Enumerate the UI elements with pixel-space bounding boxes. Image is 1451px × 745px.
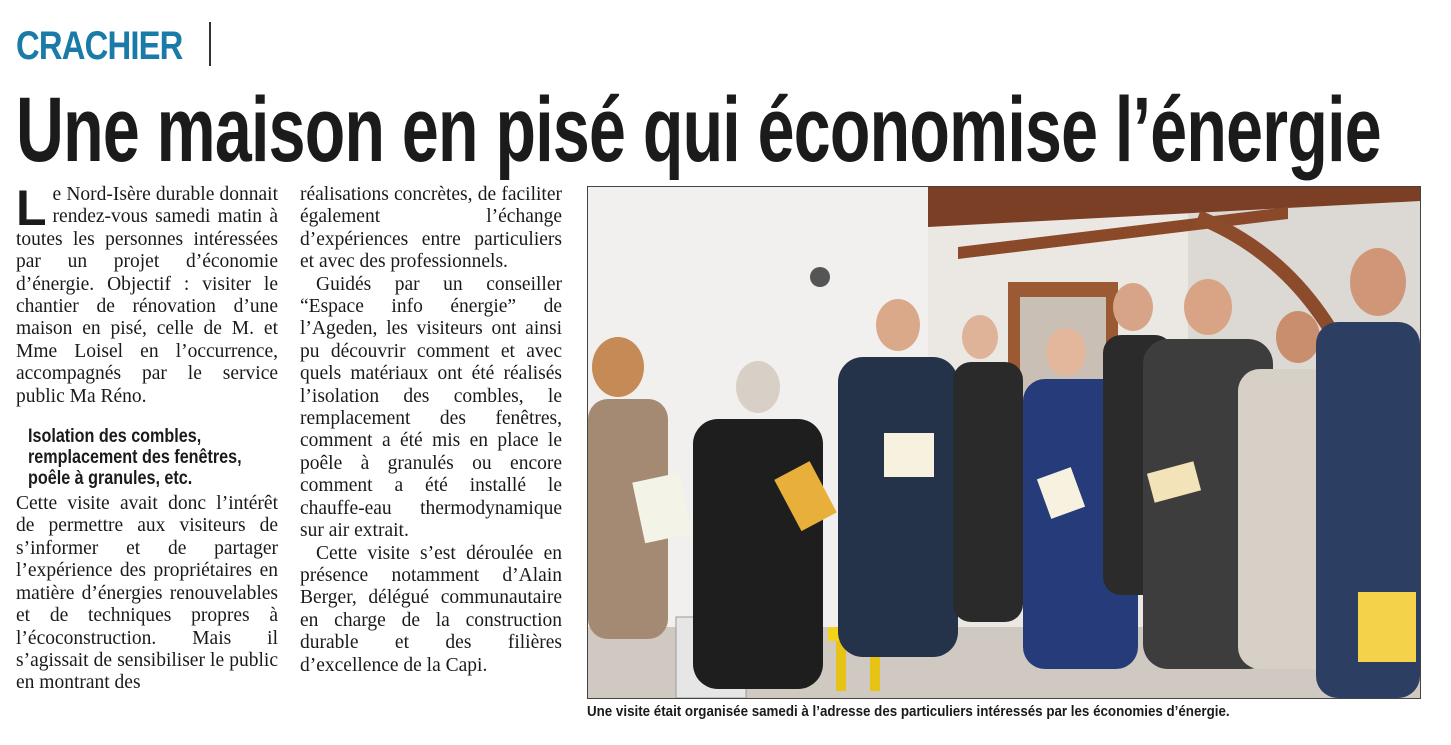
paragraph-visit: Cette visite avait donc l’intérêt de permettre aux visiteurs de s’informer et de partager l’expérience des propriétaires en matière d’énergies renouvelables et de techniques propres à l’écoconstruction. Mais il s’agissait de sensibiliser le public en montrant des bbox=[16, 493, 278, 694]
photo-caption: Une visite était organisée samedi à l’adresse des particuliers intéressés par les économies d’énergie. bbox=[587, 703, 1230, 720]
article-column-2 bbox=[300, 184, 562, 677]
paragraph-presence: Cette visite s’est déroulée en présence notamment d’Alain Berger, délégué communautaire en charge de la construction durable et des filières d’excellence de la Capi. bbox=[300, 542, 562, 676]
paragraph-continuation: réalisations concrètes, de faciliter également l’échange d’expériences entre particuliers et avec des professionnels. bbox=[300, 184, 562, 273]
article-photo bbox=[587, 186, 1421, 699]
section-kicker: CRACHIER bbox=[16, 24, 183, 68]
article-column-1 bbox=[16, 180, 278, 695]
kicker-divider bbox=[209, 22, 211, 66]
drop-cap: L bbox=[16, 180, 47, 236]
article-headline: Une maison en pisé qui économise l’énergie bbox=[16, 79, 1381, 181]
paragraph-guided: Guidés par un conseiller “Espace info énergie” de l’Ageden, les visiteurs ont ainsi pu découvrir comment et avec quels matériaux ont été réalisés l’isolation des combles, le remplacement des fenêtres, comment a été mis en place le poêle à granulés ou encore comment a été installé le chauffe-eau thermodynamique sur air extrait. bbox=[300, 273, 562, 542]
intro-text: e Nord-Isère durable donnait rendez-vous samedi matin à toutes les personnes intéressées par un projet d’économie d’énergie. Objectif : visiter le chantier de rénovation d’une maison en pisé, celle de M. et Mme Loisel en l’occurrence, accompagnés par le service public Ma Réno. bbox=[16, 184, 278, 407]
paragraph-intro bbox=[16, 180, 278, 408]
article-subhead: Isolation des combles, remplacement des fenêtres, poêle à granules, etc. bbox=[28, 426, 242, 490]
group-photo-illustration bbox=[588, 187, 1420, 698]
